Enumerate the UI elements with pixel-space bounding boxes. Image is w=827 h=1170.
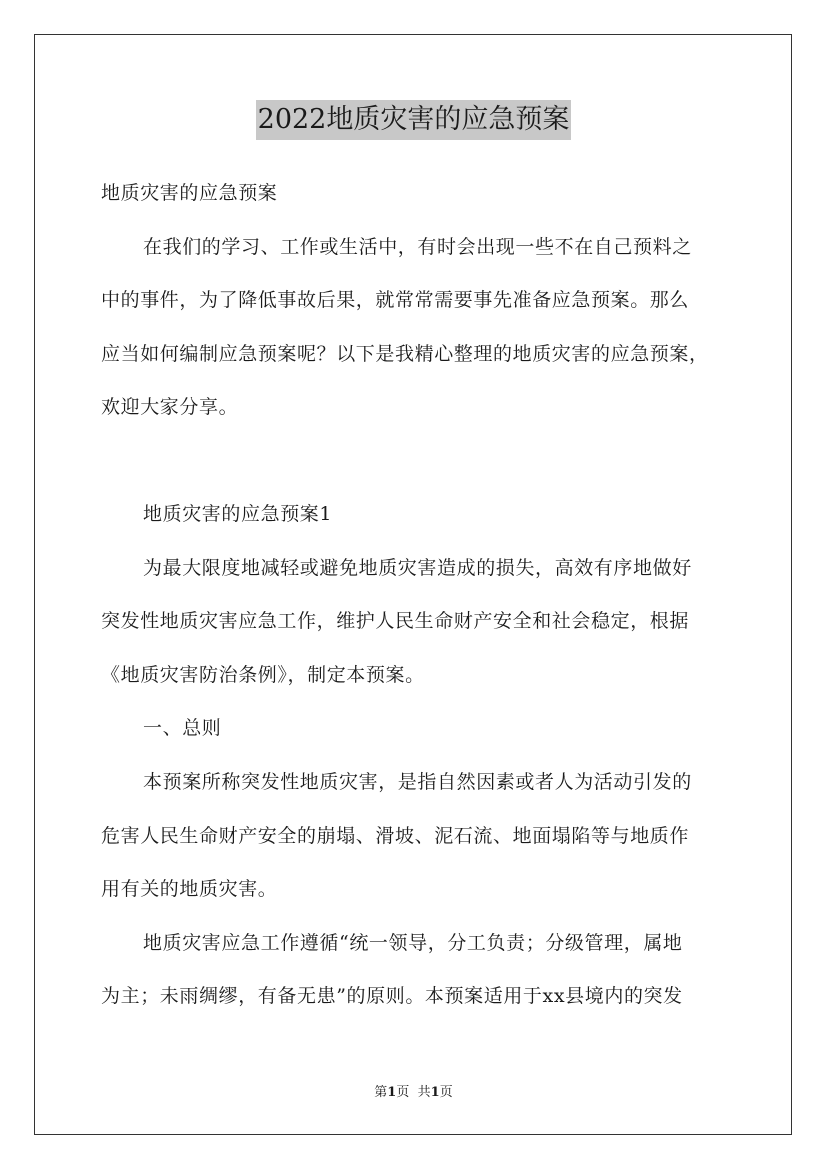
paragraph-line: 用有关的地质灾害。 [101, 878, 278, 901]
total-label-suffix: 页 [439, 1085, 453, 1100]
total-label-prefix: 共 [417, 1085, 431, 1100]
paragraph-line: 突发性地质灾害应急工作，维护人民生命财产安全和社会稳定，根据 [101, 610, 690, 633]
paragraph-line: 本预案所称突发性地质灾害，是指自然因素或者人为活动引发的 [143, 770, 692, 793]
document-title: 2022地质灾害的应急预案 [256, 100, 572, 140]
total-pages: 1 [430, 1085, 440, 1100]
paragraph-line: 欢迎大家分享。 [101, 396, 239, 419]
paragraph-line: 地质灾害应急工作遵循“统一领导，分工负责；分级管理，属地 [143, 931, 683, 954]
paragraph-line: 为最大限度地减轻或避免地质灾害造成的损失，高效有序地做好 [143, 556, 692, 579]
paragraph-line: 《地质灾害防治条例》，制定本预案。 [101, 663, 425, 686]
page-label-prefix: 第 [374, 1085, 388, 1100]
paragraph-gap [101, 438, 731, 491]
paragraph-line: 在我们的学习、工作或生活中，有时会出现一些不在自己预料之 [143, 235, 692, 258]
paragraph-line: 中的事件，为了降低事故后果，就常常需要事先准备应急预案。那么 [101, 289, 690, 312]
page-number: 1 [387, 1085, 397, 1100]
subsection-heading: 地质灾害的应急预案1 [143, 502, 333, 525]
title-container [0, 100, 827, 140]
paragraph-line: 危害人民生命财产安全的崩塌、滑坡、泥石流、地面塌陷等与地质作 [101, 824, 690, 847]
paragraph-line: 为主；未雨绸缪，有备无患”的原则。本预案适用于xx县境内的突发 [101, 985, 683, 1008]
section-heading: 地质灾害的应急预案 [101, 182, 278, 204]
document-body [101, 170, 731, 1027]
page-label-suffix: 页 [396, 1085, 410, 1100]
page-footer [0, 1084, 827, 1102]
chapter-heading: 一、总则 [143, 717, 222, 740]
paragraph-line: 应当如何编制应急预案呢？以下是我精心整理的地质灾害的应急预案， [101, 342, 709, 365]
